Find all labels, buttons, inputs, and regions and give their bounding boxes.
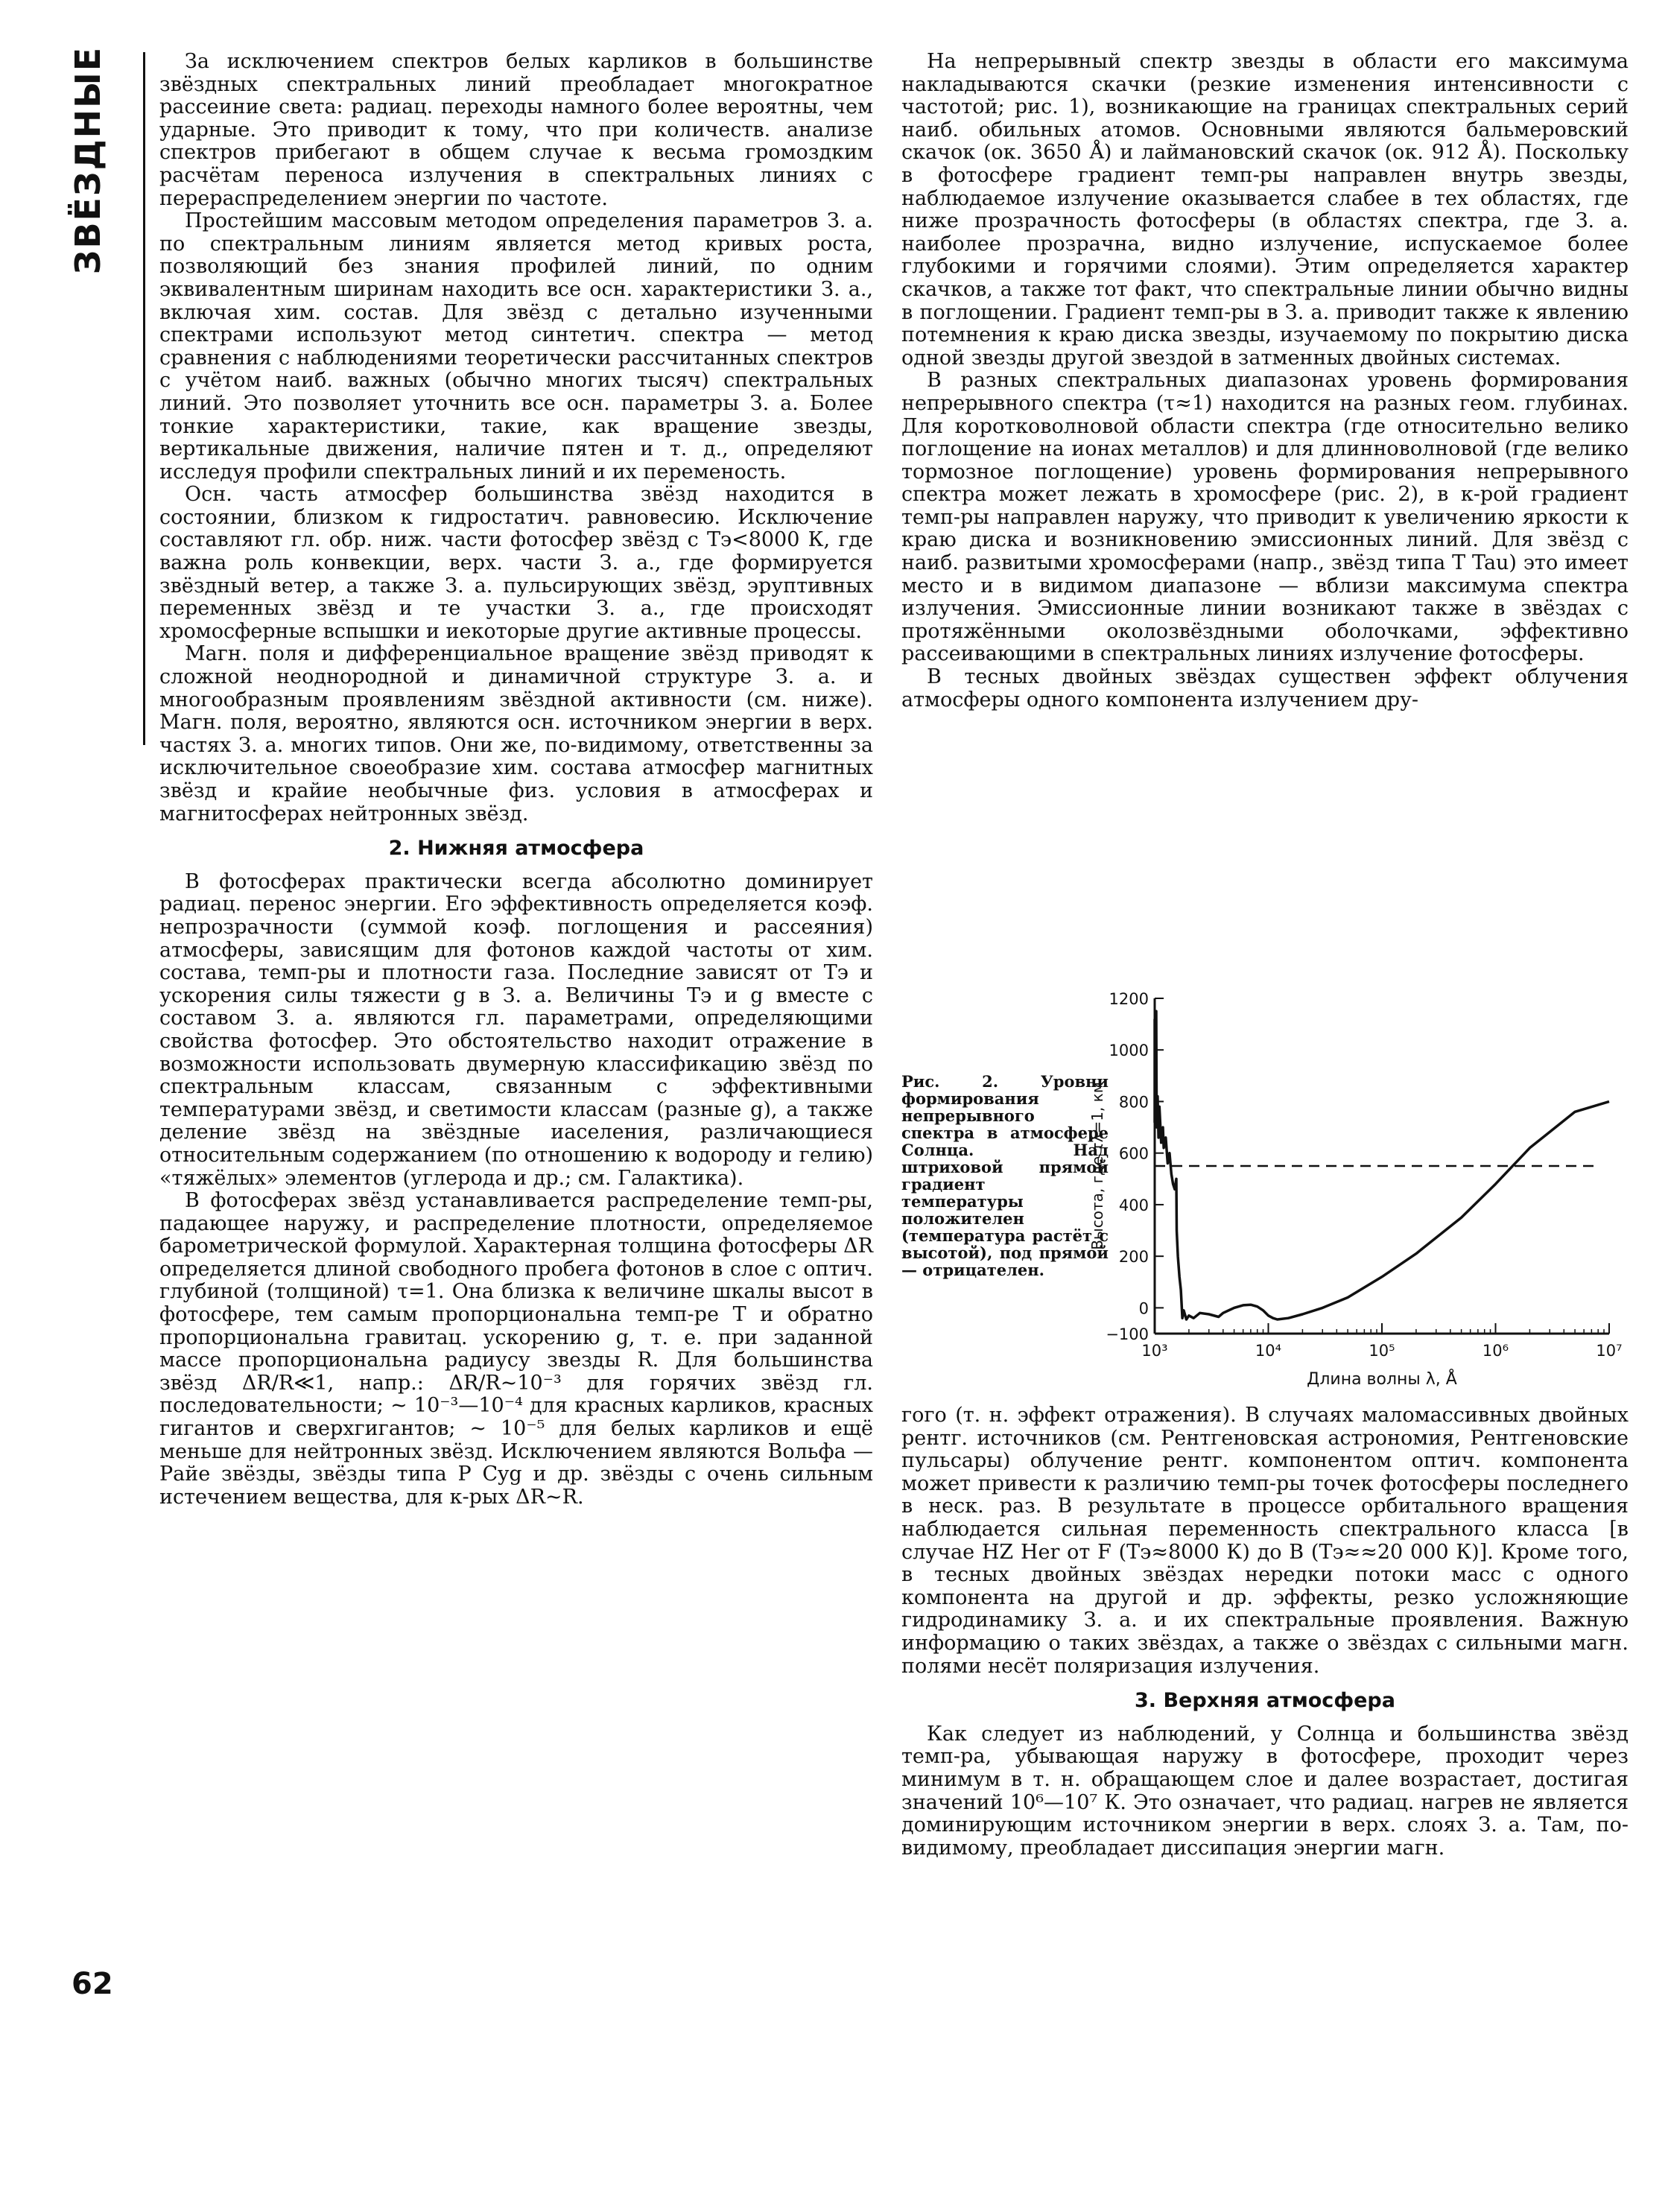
right-column-top [901,51,1629,712]
section-heading: 3. Верхняя атмосфера [1135,1689,1395,1713]
paragraph: Простейшим массовым методом определения параметров З. а. по спектральным линиям является метод кривых роста, позволяющий без знания профилей линий, по одним эквивалентным ширинам находить все осн. характеристики З. а., включая хим. состав. Для звёзд с детально изученными спектрами используют метод синтетич. спектра — метод сравнения с наблюдениями теоретически рассчитанных спектров с учётом наиб. важных (обычно многих тысяч) спектральных линий. Это позволяет уточнить все осн. параметры З. а. Более тонкие характеристики, такие, как вращение звезды, вертикальные движения, наличие пятен и т. д., определяют исследуя профили спектральных линий и их переменость. [159,209,873,484]
right-column-bottom [901,1404,1629,1860]
paragraph-continued: гого (т. н. эффект отражения). В случаях маломассивных двойных рентг. источников (см. Рентгеновская астрономия, Рентгеновские пульсары) облучение рентг. компонентом оптич. компонента может привести к различию темп-ры точек фотосферы последнего в неск. раз. В результате в процессе орбитального вращения наблюдается сильная переменность спектрального класса [в случае HZ Her от F (Tэ≈8000 К) до B (Tэ≈≈20 000 К)]. Кроме того, в тесных двойных звёздах нередки потоки масс с одного компонента на другой и др. эффекты, резко усложняющие гидродинамику З. а. и их спектральные проявления. Важную информацию о таких звёздах, а также о звёздах с сильными магн. полями несёт поляризация излучения. [901,1404,1629,1678]
column-rule [143,52,145,745]
paragraph: На непрерывный спектр звезды в области его максимума накладываются скачки (резкие изменения интенсивности с частотой; рис. 1), возникающие на границах спектральных серий наиб. обильных атомов. Основными являются бальмеровский скачок (ок. 3650 Å) и лаймановский скачок (ок. 912 Å). Поскольку в фотосфере градиент темп-ры направлен внутрь звезды, наблюдаемое излучение оказывается слабее в тех областях, где ниже прозрачность фотосферы (в областях спектра, где З. а. наиболее прозрачна, видно излучение, испускаемое более глубокими и горячими слоями). Этим определяется характер скачков, а также тот факт, что спектральные линии обычно видны в поглощении. Градиент темп-ры в З. а. приводит также к явлению потемнения к краю диска звезды, изучаемому по покрытию диска одной звезды другой звездой в затменных двойных системах. [901,50,1629,370]
paragraph: Как следует из наблюдений, у Солнца и большинства звёзд темп-ра, убывающая наружу в фотосфере, проходит через минимум в т. н. обращающем слое и далее возрастает, достигая значений 10⁶—10⁷ К. Это означает, что радиац. нагрев не является доминирующим источником энергии в верх. слоях З. а. Там, по-видимому, преобладает диссипация энергии магн. [901,1722,1629,1860]
chart [901,983,1629,1401]
paragraph: За исключением спектров белых карликов в большинстве звёздных спектральных линий преобладает многократное рассеиние света: радиац. переходы намного более вероятны, чем ударные. Это приводит к тому, что при количеств. анализе спектров прибегают в общем случае к весьма громоздким расчётам переноса излучения в спектральных линиях с перераспределением энергии по частоте. [159,50,873,210]
x-tick-label: 10³ [1141,1342,1168,1360]
left-column [159,51,873,1509]
chart-series [1155,1011,1609,1319]
y-tick-label: 1000 [1109,1042,1149,1060]
x-tick-label: 10⁵ [1369,1342,1395,1360]
y-tick-label: 400 [1118,1196,1149,1214]
chart-ylabel: Высота, где τλ=1, км [1088,1082,1106,1250]
chart-xlabel: Длина волны λ, Å [1307,1370,1457,1389]
y-tick-label: 0 [1138,1299,1149,1318]
paragraph: В фотосферах практически всегда абсолютно доминирует радиац. перенос энергии. Его эффективность определяется коэф. непрозрачности (суммой коэф. поглощения и рассеяния) атмосферы, зависящим для фотонов каждой частоты от хим. состава, темп-ры и плотности газа. Последние зависят от Tэ и ускорения силы тяжести g в З. а. Величины Tэ и g вместе с составом З. а. являются гл. параметрами, определяющими свойства фотосфер. Это обстоятельство находит отражение в возможности использовать двумерную классификацию звёзд по спектральным классам, связанным с эффективными температурами звёзд, и светимости классам (разные g), а также деление звёзд на звёздные иаселения, различающиеся относительным содержанием (по отношению к водороду и гелию) «тяжёлых» элементов (углерода и др.; см. Галактика). [159,869,873,1190]
paragraph: Осн. часть атмосфер большинства звёзд находится в состоянии, близком к гидростатич. равновесию. Исключение составляют гл. обр. ниж. части фотосфер звёзд с Tэ<8000 К, где важна роль конвекции, верх. части З. а., где формируется звёздный ветер, а также З. а. пульсирующих звёзд, эруптивных переменных звёзд и те участки З. а., где происходят хромосферные вспышки и иекоторые другие активные процессы. [159,483,873,643]
y-tick-label: 800 [1118,1093,1149,1112]
section-heading: 2. Нижняя атмосфера [388,837,644,861]
running-head [67,45,109,275]
y-tick-label: −100 [1106,1325,1149,1343]
paragraph: В разных спектральных диапазонах уровень формирования непрерывного спектра (τ≈1) находится на разных геом. глубинах. Для коротковолновой области спектра (где относительно велико поглощение на ионах металлов) и для длинноволновой (где велико тормозное поглощение) уровень формирования непрерывного спектра может лежать в хромосфере (рис. 2), в к-рой градиент темп-ры направлен наружу, что приводит к увеличению яркости к краю диска и возникновению эмиссионных линий. Для звёзд с наиб. развитыми хромосферами (напр., звёзд типа T Tau) это имеет место и в видимом диапазоне — вблизи максимума спектра излучения. Эмиссионные линии возникают также в звёздах с протяжёнными околозвёздными оболочками, эффективно рассеивающими в спектральных линиях излучение фотосферы. [901,369,1629,666]
paragraph: Магн. поля и дифференциальное вращение звёзд приводят к сложной неоднородной и динамичной структуре З. а. и многообразным проявлениям звёздной активности (см. ниже). Магн. поля, вероятно, являются осн. источником энергии в верх. частях З. а. многих типов. Они же, по-видимому, ответственны за исключительное своеобразие хим. состава атмосфер магнитных звёзд и крайие необычные физ. условия в атмосферах и магнитосферах нейтронных звёзд. [159,642,873,825]
page-number: 62 [72,1967,113,2001]
x-tick-label: 10⁷ [1596,1342,1623,1360]
y-tick-label: 600 [1118,1144,1149,1163]
y-tick-label: 200 [1118,1248,1149,1267]
x-tick-label: 10⁶ [1482,1342,1509,1360]
figure-2 [901,983,1629,1401]
x-tick-label: 10⁴ [1255,1342,1282,1360]
running-head-text: ЗВЁЗДНЫЕ [68,45,108,275]
paragraph: В тесных двойных звёздах существен эффект облучения атмосферы одного компонента излучением дру- [901,665,1629,712]
figure-caption: Рис. 2. Уровни формирования непрерывного спектра в атмосфере Солнца. Над штриховой прямой градиент температуры положителен (температура растёт с высотой), под прямой — отрицателен. [901,1072,1109,1279]
chart-ticks [1106,990,1622,1360]
paragraph: В фотосферах звёзд устанавливается распределение темп-ры, падающее наружу, и распределение плотности, определяемое барометрической формулой. Характерная толщина фотосферы ΔR определяется длиной свободного пробега фотонов в слое с оптич. глубиной (толщиной) τ=1. Она близка к величине шкалы высот в фотосфере, тем самым пропорциональна темп-ре T и обратно пропорциональна гравитац. ускорению g, т. е. при заданной массе пропорциональна радиусу звезды R. Для большинства звёзд ΔR/R≪1, напр.: ΔR/R~10⁻³ для горячих звёзд гл. последовательности; ~ 10⁻³—10⁻⁴ для красных карликов, красных гигантов и сверхгигантов; ~ 10⁻⁵ для белых карликов и ещё меньше для нейтронных звёзд. Исключением являются Вольфа — Райе звёзды, звёзды типа P Cyg и др. звёзды с очень сильным истечением вещества, для к-рых ΔR~R. [159,1189,873,1509]
y-tick-label: 1200 [1109,990,1149,1008]
